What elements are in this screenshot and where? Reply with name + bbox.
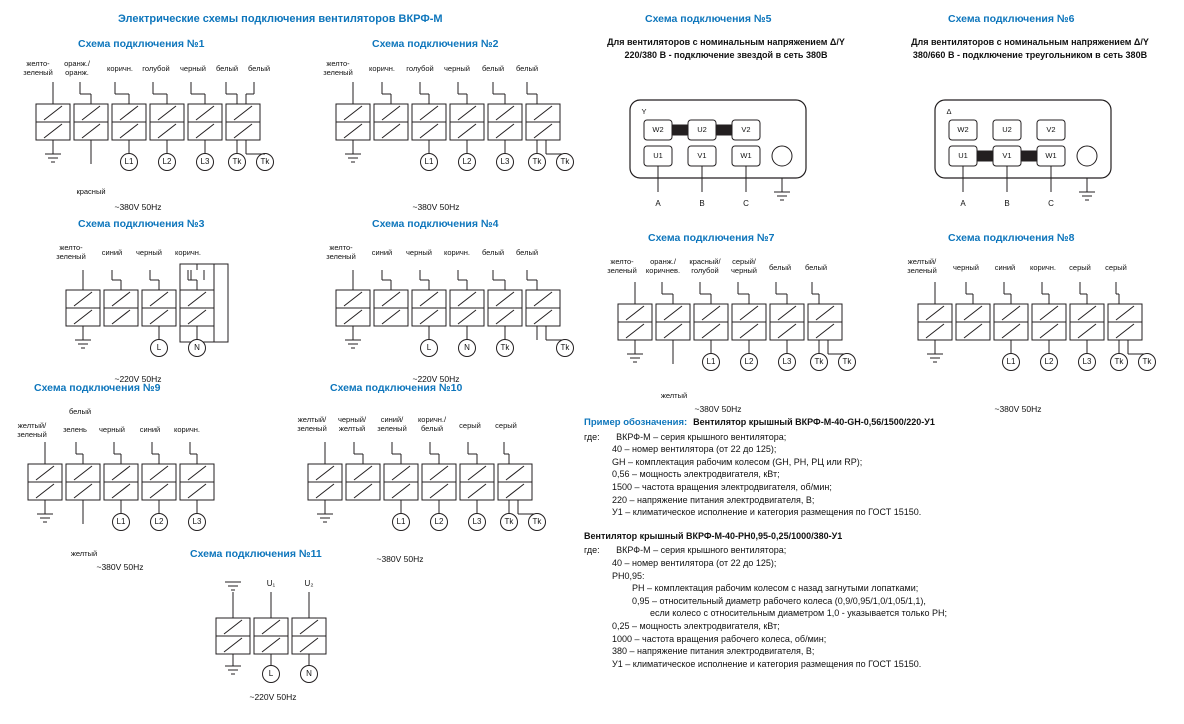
svg-text:Tk: Tk: [260, 157, 270, 167]
svg-text:U₂: U₂: [304, 579, 314, 589]
svg-text:Tk: Tk: [504, 517, 514, 527]
svg-text:Δ: Δ: [946, 106, 952, 116]
svg-text:Tk: Tk: [842, 357, 852, 367]
wire-label: серый: [459, 421, 481, 430]
scheme-2-title: Схема подключения №2: [372, 38, 499, 50]
svg-text:C: C: [1048, 199, 1054, 209]
svg-text:Tk: Tk: [560, 157, 570, 167]
ground-icon: [317, 514, 333, 522]
scheme-1-title: Схема подключения №1: [78, 38, 205, 50]
example-line: 1500 – частота вращения электродвигателя, об/мин;: [612, 481, 832, 492]
wire-label: желтый/ зеленый: [17, 421, 47, 439]
svg-text:V1: V1: [697, 150, 707, 160]
example-line: 220 – напряжение питания электродвигателя, В;: [612, 494, 815, 505]
ground-icon: [225, 666, 241, 674]
voltage-label: ~220V 50Hz: [249, 692, 297, 702]
svg-text:U2: U2: [697, 124, 707, 134]
svg-text:Tk: Tk: [532, 517, 542, 527]
ground-icon: [45, 154, 61, 162]
svg-text:L1: L1: [424, 157, 434, 167]
wire-label: серый: [1105, 263, 1127, 272]
wire-label: черный: [406, 248, 432, 257]
svg-text:C: C: [743, 199, 749, 209]
ground-icon: [927, 354, 943, 362]
terminal-block-1: [18, 82, 288, 212]
terminal-block-9: [10, 442, 230, 552]
wire-label: коричн.: [173, 425, 201, 434]
wire-label: белый: [768, 263, 792, 272]
wire-label: коричн.: [1029, 263, 1057, 272]
svg-text:L2: L2: [154, 517, 164, 527]
scheme-5-title: Схема подключения №5: [645, 13, 772, 25]
wire-label: синий: [101, 248, 123, 257]
terminal-block-10: [290, 442, 550, 552]
wire-label: зелень: [63, 425, 87, 434]
voltage-label: ~380V 50Hz: [694, 404, 742, 414]
wire-label: черный: [99, 425, 125, 434]
svg-text:V2: V2: [1046, 124, 1056, 134]
example-line: 1000 – частота вращения рабочего колеса, об/мин;: [612, 633, 827, 644]
voltage-label: ~380V 50Hz: [114, 202, 162, 212]
svg-text:U2: U2: [1002, 124, 1012, 134]
wire-label: желто- зеленый: [323, 59, 353, 77]
ground-icon: [37, 514, 53, 522]
svg-text:L1: L1: [116, 517, 126, 527]
svg-text:Tk: Tk: [232, 157, 242, 167]
svg-text:L3: L3: [192, 517, 202, 527]
svg-text:L1: L1: [124, 157, 134, 167]
example-where-2: где:: [584, 545, 600, 556]
wire-label: желто- зеленый: [23, 59, 53, 77]
example-line: У1 – климатическое исполнение и категория размещения по ГОСТ 15150.: [612, 507, 922, 518]
wire-label-yellow: желтый: [70, 549, 98, 558]
wire-label: коричн./ белый: [417, 415, 447, 433]
svg-text:W2: W2: [652, 124, 664, 134]
ground-icon: [345, 340, 361, 348]
wire-label: белый: [215, 64, 239, 73]
terminal-block-2: [318, 82, 578, 202]
voltage-label: ~380V 50Hz: [376, 554, 424, 564]
scheme-9-title: Схема подключения №9: [34, 382, 161, 394]
wire-label: белый: [68, 407, 92, 416]
ground-icon: [75, 340, 91, 348]
wire-label: серый: [495, 421, 517, 430]
svg-text:L3: L3: [1082, 357, 1092, 367]
scheme-6-description: Для вентиляторов с номинальным напряжением Δ/Y 380/660 В - подключение треугольником в сеть 380В: [911, 37, 1149, 60]
wire-label: черный: [180, 64, 206, 73]
wire-label: желто- зеленый: [607, 257, 637, 275]
example-line: PH – комплектация рабочим колесом с назад загнутыми лопатками;: [632, 583, 919, 594]
svg-text:L: L: [268, 669, 274, 679]
wire-label-red: красный: [76, 187, 106, 196]
wire-label: коричн.: [443, 248, 471, 257]
wire-label: желто- зеленый: [56, 243, 86, 261]
svg-text:L3: L3: [782, 357, 792, 367]
wire-label: белый: [804, 263, 828, 272]
svg-text:L2: L2: [1044, 357, 1054, 367]
wire-label: коричн.: [174, 248, 202, 257]
svg-text:V2: V2: [741, 124, 751, 134]
example-line: 0,25 – мощность электродвигателя, кВт;: [612, 620, 780, 631]
example-model-1: Вентилятор крышный ВКРФ-М-40-GH-0,56/1500/220-У1: [693, 417, 935, 427]
svg-text:U1: U1: [958, 150, 968, 160]
page-title: Электрические схемы подключения вентиляторов ВКРФ-М: [118, 13, 443, 25]
svg-text:N: N: [464, 343, 470, 353]
voltage-label: ~380V 50Hz: [994, 404, 1042, 414]
wire-label: красный/ голубой: [689, 257, 721, 275]
example-line: ВКРФ-М – серия крышного вентилятора;: [616, 545, 787, 556]
svg-text:Tk: Tk: [1142, 357, 1152, 367]
voltage-label: ~380V 50Hz: [412, 202, 460, 212]
svg-text:L1: L1: [1006, 357, 1016, 367]
svg-text:Tk: Tk: [560, 343, 570, 353]
wire-label: черный: [136, 248, 162, 257]
svg-text:L2: L2: [162, 157, 172, 167]
ground-icon: [627, 354, 643, 362]
example-heading: Пример обозначения:: [584, 417, 688, 428]
example-line: 380 – напряжение питания электродвигателя, В;: [612, 646, 815, 657]
ground-icon: [345, 154, 361, 162]
wire-label: черный/ желтый: [337, 415, 367, 433]
svg-text:L: L: [426, 343, 432, 353]
wire-label: голубой: [406, 64, 434, 73]
wire-label: желтый/ зеленый: [297, 415, 327, 433]
example-line: если колесо с относительным диаметром 1,0 - указывается только PH;: [650, 608, 947, 619]
svg-text:L2: L2: [744, 357, 754, 367]
terminal-block-4: [318, 264, 578, 374]
scheme-6-motor-block: [925, 92, 1145, 222]
svg-text:W1: W1: [1045, 150, 1057, 160]
scheme-6-title: Схема подключения №6: [948, 13, 1075, 25]
svg-text:Tk: Tk: [500, 343, 510, 353]
scheme-4-title: Схема подключения №4: [372, 218, 499, 230]
wire-label: белый: [481, 64, 505, 73]
wire-label: серый: [1069, 263, 1091, 272]
voltage-label: ~380V 50Hz: [96, 562, 144, 572]
svg-text:Y: Y: [641, 106, 647, 116]
svg-text:L3: L3: [500, 157, 510, 167]
terminal-block-7: [600, 282, 860, 402]
terminal-block-3: [48, 264, 248, 374]
scheme-5-description: Для вентиляторов с номинальным напряжением Δ/Y 220/380 В - подключение звездой в сеть 380В: [607, 37, 845, 60]
svg-text:Tk: Tk: [532, 157, 542, 167]
svg-text:U1: U1: [653, 150, 663, 160]
example-line: ВКРФ-М – серия крышного вентилятора;: [616, 431, 787, 442]
svg-text:A: A: [655, 199, 661, 209]
wire-label: коричн.: [106, 64, 134, 73]
svg-text:U₁: U₁: [266, 579, 276, 589]
svg-text:B: B: [1004, 199, 1010, 209]
svg-text:L1: L1: [706, 357, 716, 367]
wire-label: синий: [371, 248, 393, 257]
wire-label: синий/ зеленый: [377, 415, 407, 433]
scheme-10-title: Схема подключения №10: [330, 382, 463, 394]
wire-label: оранж./ коричнев.: [645, 257, 681, 275]
example-model-2: Вентилятор крышный ВКРФ-М-40-PH0,95-0,25/1000/380-У1: [584, 530, 843, 541]
wire-label: оранж./ оранж.: [64, 59, 90, 77]
scheme-11-title: Схема подключения №11: [190, 548, 322, 560]
svg-text:L2: L2: [462, 157, 472, 167]
svg-text:L3: L3: [200, 157, 210, 167]
voltage-label: ~220V 50Hz: [412, 374, 460, 384]
scheme-7-title: Схема подключения №7: [648, 232, 775, 244]
svg-text:B: B: [699, 199, 705, 209]
wire-label: белый: [247, 64, 271, 73]
svg-text:Tk: Tk: [1114, 357, 1124, 367]
wire-label: желто- зеленый: [326, 243, 356, 261]
example-line: 0,95 – относительный диаметр рабочего колеса (0,9/0,95/1,0/1,05/1,1),: [632, 595, 926, 606]
svg-text:V1: V1: [1002, 150, 1012, 160]
wire-label: белый: [481, 248, 505, 257]
svg-text:N: N: [306, 669, 312, 679]
scheme-5-motor-block: [620, 92, 840, 222]
example-where-1: где:: [584, 431, 600, 442]
voltage-label: ~220V 50Hz: [114, 374, 162, 384]
example-line: GH – комплектация рабочим колесом (GH, PH, РЦ или RP);: [612, 456, 863, 467]
terminal-block-11: [198, 570, 338, 690]
svg-text:L3: L3: [472, 517, 482, 527]
wire-label: синий: [994, 263, 1016, 272]
ground-icon: [225, 582, 241, 590]
wire-label: синий: [139, 425, 161, 434]
example-line: PH0,95:: [612, 570, 645, 581]
svg-text:A: A: [960, 199, 966, 209]
example-line: 40 – номер вентилятора (от 22 до 125);: [612, 557, 777, 568]
example-designation-block: [584, 416, 1176, 670]
svg-text:Tk: Tk: [814, 357, 824, 367]
wire-label: черный: [953, 263, 979, 272]
wire-label-yellow: желтый: [660, 391, 688, 400]
terminal-block-8: [900, 282, 1160, 402]
wire-label: коричн.: [368, 64, 396, 73]
svg-text:W1: W1: [740, 150, 752, 160]
svg-text:L1: L1: [396, 517, 406, 527]
wire-label: желтый/ зеленый: [907, 257, 937, 275]
svg-text:W2: W2: [957, 124, 969, 134]
wire-label: белый: [515, 64, 539, 73]
wire-label: голубой: [142, 64, 170, 73]
example-line: У1 – климатическое исполнение и категория размещения по ГОСТ 15150.: [612, 658, 922, 669]
wire-label: серый/ черный: [731, 257, 757, 275]
svg-text:N: N: [194, 343, 200, 353]
svg-text:L: L: [156, 343, 162, 353]
scheme-8-title: Схема подключения №8: [948, 232, 1075, 244]
scheme-3-title: Схема подключения №3: [78, 218, 205, 230]
example-line: 40 – номер вентилятора (от 22 до 125);: [612, 444, 777, 455]
wire-label: белый: [515, 248, 539, 257]
wire-label: черный: [444, 64, 470, 73]
svg-text:L2: L2: [434, 517, 444, 527]
example-line: 0,56 – мощность электродвигателя, кВт;: [612, 469, 780, 480]
